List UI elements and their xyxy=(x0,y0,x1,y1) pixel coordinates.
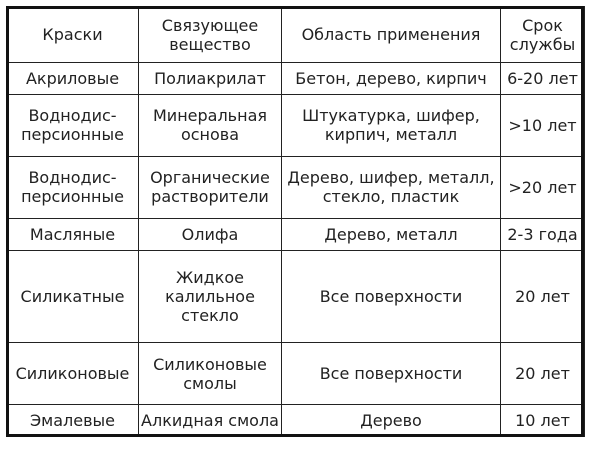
cell-application: Дерево, шифер, металл, стекло, пластик xyxy=(282,156,501,218)
cell-paint: Акриловые xyxy=(7,63,139,95)
cell-binder: Полиакрилат xyxy=(139,63,282,95)
header-service-life: Срок службы xyxy=(501,7,585,63)
table-outer-border xyxy=(6,6,584,437)
cell-service-life: >20 лет xyxy=(501,156,585,218)
cell-paint: Воднодис-персионные xyxy=(7,94,139,156)
cell-application: Все поверхности xyxy=(282,343,501,405)
cell-binder: Олифа xyxy=(139,218,282,250)
cell-application: Дерево, металл xyxy=(282,218,501,250)
cell-binder: Органические растворители xyxy=(139,156,282,218)
cell-application: Дерево xyxy=(282,405,501,437)
cell-service-life: 6-20 лет xyxy=(501,63,585,95)
header-application-area: Область применения xyxy=(282,7,501,63)
header-binder: Связующее вещество xyxy=(139,7,282,63)
cell-application: Все поверхности xyxy=(282,250,501,342)
cell-binder: Минеральная основа xyxy=(139,94,282,156)
cell-application: Штукатурка, шифер, кирпич, металл xyxy=(282,94,501,156)
cell-binder: Алкидная смола xyxy=(139,405,282,437)
cell-paint: Эмалевые xyxy=(7,405,139,437)
cell-paint: Силиконовые xyxy=(7,343,139,405)
cell-service-life: 2-3 года xyxy=(501,218,585,250)
cell-paint: Масляные xyxy=(7,218,139,250)
cell-paint: Воднодис-персионные xyxy=(7,156,139,218)
cell-service-life: 10 лет xyxy=(501,405,585,437)
header-paints: Краски xyxy=(7,7,139,63)
cell-service-life: 20 лет xyxy=(501,343,585,405)
cell-paint: Силикатные xyxy=(7,250,139,342)
cell-service-life: >10 лет xyxy=(501,94,585,156)
cell-binder: Силиконовые смолы xyxy=(139,343,282,405)
cell-service-life: 20 лет xyxy=(501,250,585,342)
cell-application: Бетон, дерево, кирпич xyxy=(282,63,501,95)
cell-binder: Жидкое калильное стекло xyxy=(139,250,282,342)
